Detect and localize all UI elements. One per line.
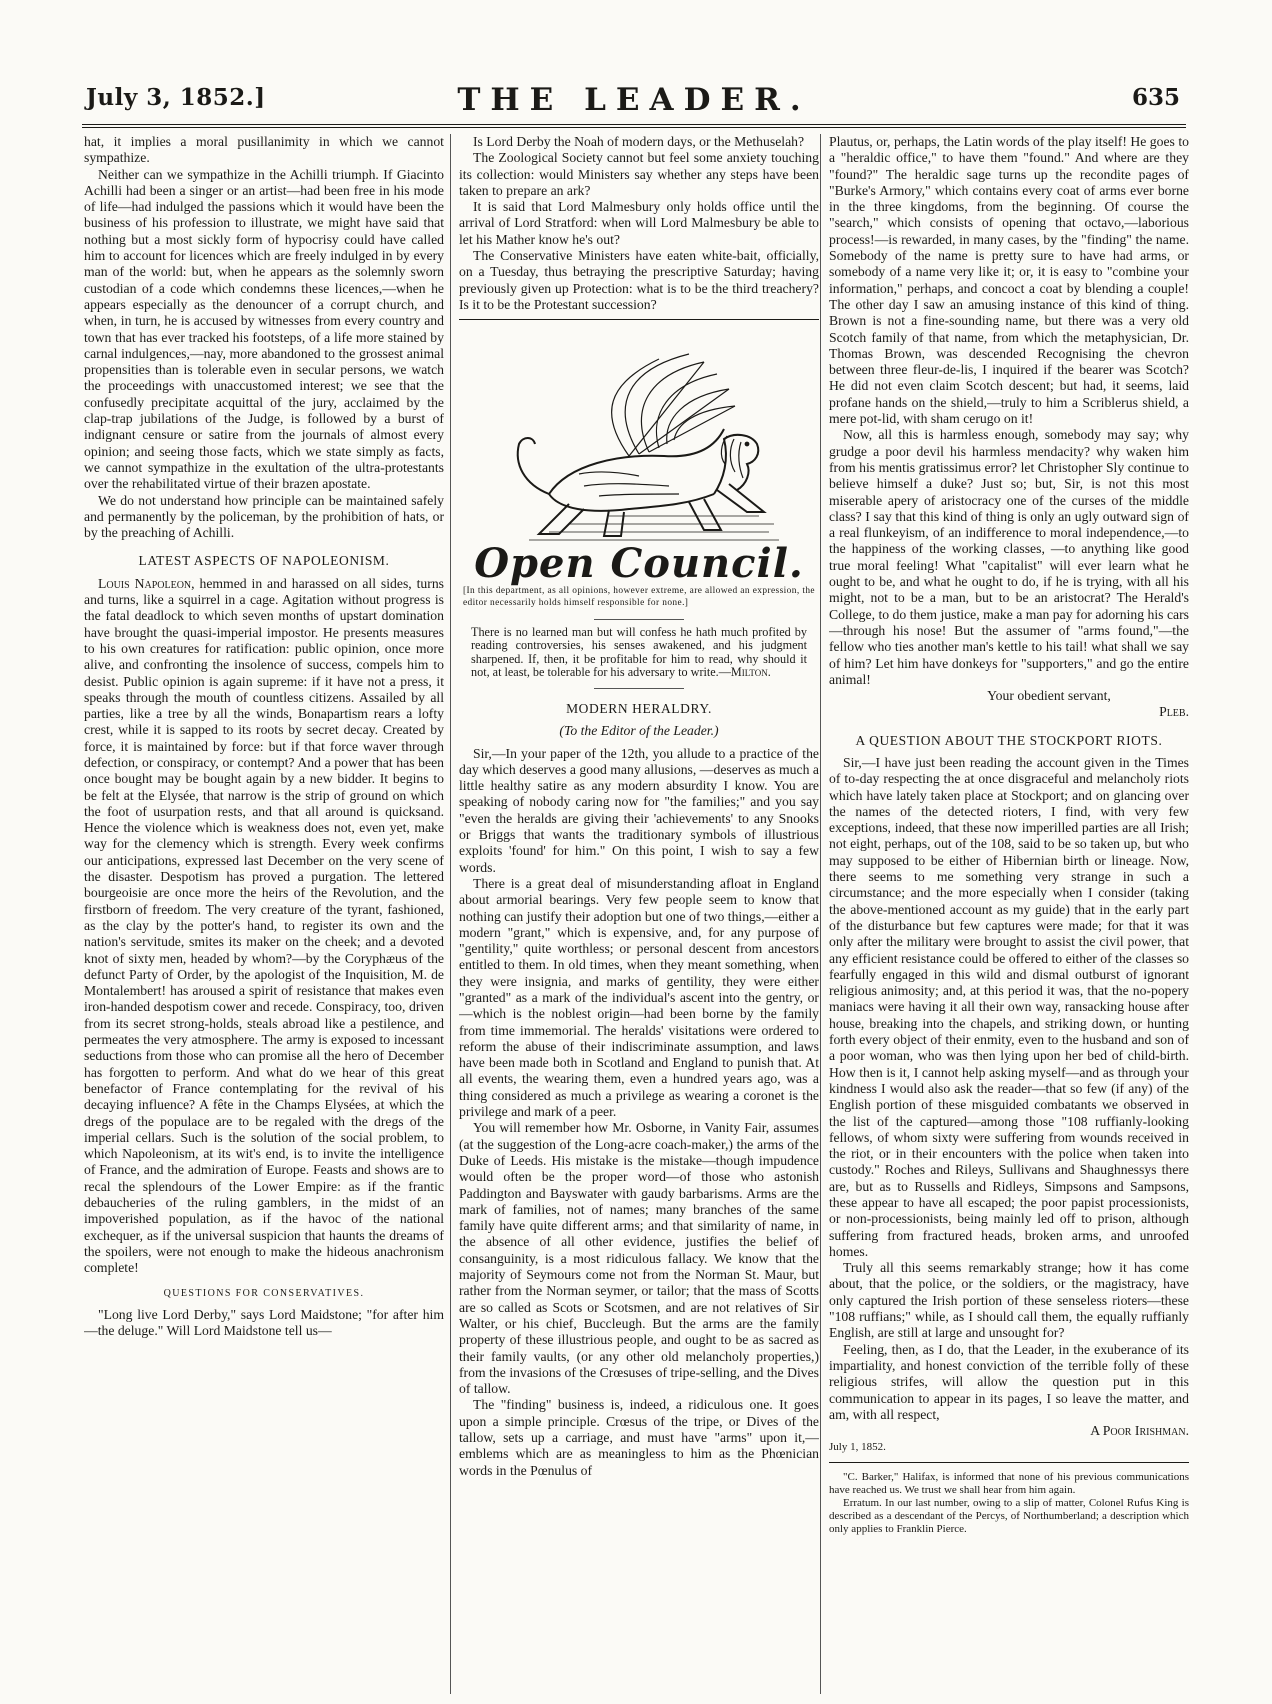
section-rule — [459, 319, 819, 320]
epigraph-text: There is no learned man but will confess he hath much profited by reading controversies, his senses awakened, and his judgment sharpened. If, then, it be profitable for him to read, why should it not, at least, be tolerable for his adversary to write.— — [471, 624, 807, 680]
paragraph: There is a great deal of misunderstanding afloat in England about armorial bearings. Very few people seem to know that nothing can justify their adoption but one of two things,—either a modern "grant," which is expensive, and, for any purpose of "gentility," quite worthless; or personal descent from ancestors entitled to them. In old times, when they meant something, when they were insignia, and marks of gentility, they were either "granted" as a mark of the individual's ascent into the gentry, or—which is the noblest origin—had been borne by the family from time immemorial. The heralds' visitations were ordered to reform the abuse of their indiscriminate assumption, and laws have been made both in Scotland and England to punish that. At all events, the wearing them, even a hundred years ago, was a thing considered as much a privilege as wearing a coronet is the privilege and mark of a peer. — [459, 875, 819, 1120]
article-heading: LATEST ASPECTS OF NAPOLEONISM. — [138, 553, 390, 569]
notice: "C. Barker," Halifax, is informed that none of his previous communications have reached us. We trust we shall hear from him again. — [829, 1470, 1189, 1496]
paragraph: Plautus, or, perhaps, the Latin words of the play itself! He goes to a "heraldic office," to have them "found." And where are they "found?" The heraldic sage turns up the recondite pages of "Burke's Armory," which contains every coat of arms ever borne in the three kingdoms, from the beginning. Of course the "search," which consists of opening that octavo,—laborious process!—is rewarded, in many cases, by the "finding" the name. Somebody of the name is pretty sure to have had arms, or somebody of a name very like it; or, it is easy to "combine your information," perhaps, and concoct a coat by blending a couple! The other day I saw an amusing instance of this kind of thing. Brown is not a fine-sounding name, but there was a very old Scotch family of that name, from which the metaphysician, Dr. Thomas Brown, was descended Recognising the chevron between three fleur-de-lis, I inquired if the bearer was Scotch? He did not even claim Scotch descent; but had, it seems, laid profane hands on the shield,—truly to him a Scriblerus shield, a mere pot-lid, with sham cerugo on it! — [829, 134, 1189, 427]
paragraph: The Conservative Ministers have eaten white-bait, officially, on a Tuesday, thus betraying the prescriptive Saturday; having previously given up Protection: what is to be the third treachery? Is it to be the Protestant succession? — [459, 248, 819, 312]
paragraph: We do not understand how principle can be maintained safely and permanently by the policeman, by the prohibition of hats, or by the preaching of Achilli. — [84, 492, 444, 541]
signature: A Poor Irishman. — [1090, 1423, 1189, 1439]
article-heading: QUESTIONS FOR CONSERVATIVES. — [163, 1288, 365, 1300]
section-note: [In this department, as all opinions, however extreme, are allowed an expression, the editor necessarily holds himself responsible for none.] — [463, 585, 815, 608]
column-2 — [459, 134, 819, 1694]
divider — [594, 619, 684, 620]
page-number: 635 — [1131, 84, 1180, 111]
signature-line: Your obedient servant, — [987, 688, 1111, 704]
notice: Erratum. In our last number, owing to a slip of matter, Colonel Rufus King is described as a descendant of the Percys, of Northumberland; a description which only applies to Franklin Pierce. — [829, 1496, 1189, 1535]
masthead — [82, 82, 1186, 122]
article-heading: MODERN HERALDRY. — [566, 700, 712, 716]
paragraph: It is said that Lord Malmesbury only holds office until the arrival of Lord Stratford: when will Lord Malmesbury be able to let his Mather know he's out? — [459, 199, 819, 247]
dateline: July 1, 1852. — [829, 1441, 886, 1454]
paragraph: "Long live Lord Derby," says Lord Maidstone; "for after him—the deluge." Will Lord Maidstone tell us— — [84, 1306, 444, 1339]
notices — [829, 1471, 1189, 1536]
paragraph: Truly all this seems remarkably strange; how it has come about, that the police, or the soldiers, or the magistracy, have only captured the Irish portion of these senseless rioters—these "108 ruffians;" while, as I should call them, the equally ruffianly English, are still at large and unsought for? — [829, 1260, 1189, 1341]
paragraph: The "finding" business is, indeed, a ridiculous one. It goes upon a simple principle. Crœsus of the tripe, or Dives of the tallow, sets up a carriage, and must have "arms" upon it,—emblems which are as meaningless to him as the Phœnician words in the Pœnulus of — [459, 1397, 819, 1478]
masthead-rule — [82, 124, 1186, 128]
paper-title: THE LEADER. — [457, 82, 811, 118]
column-3 — [829, 134, 1189, 1694]
paragraph: Neither can we sympathize in the Achilli triumph. If Giacinto Achilli had been a singer or an artist—had been free in his mode of life—had indulged the passions which it would have been the business of his profession to illustrate, we might have said that nothing but a most sickly form of hypocrisy could have called him to account for licences which are freely indulged in by every man of the world: but, when he appears as the solemnly sworn custodian of a code which condemns these licences,—when he appears especially as the denouncer of a corrupt church, and when, in turn, he is accused by witnesses from every country and town that has ever tracked his footsteps, of a life more stained by carnal indulgences,—nay, more abandoned to the grossest animal propensities than is tolerable even in secular persons, we watch the proceedings with unaccustomed interest; we see that the confusedly precipitate acquittal of the jury, acclaimed by the clap-trap jubilations of the Judge, is followed by a burst of indignant censure or satire from the journals of almost every opinion; and seeing those facts, which we state simply as facts, we cannot sympathize in the exultation of the ultra-protestants over the rehabilitated virtue of their brazen apostate. — [84, 166, 444, 492]
paragraph: Is Lord Derby the Noah of modern days, or the Methuselah? — [473, 134, 805, 149]
divider — [829, 1462, 1189, 1463]
paragraph: Sir,—In your paper of the 12th, you allude to a practice of the day which deserves a good many allusions, —deserves as much a little healthy satire as any modern absurdity I know. You are speaking of nobody caring now for "the families;" and you say "even the heralds are giving their 'achievements' to any Snooks or Briggs that wants the traditionary symbols of illustrious exploits 'found' for him." On this point, I wish to say a few words. — [459, 745, 819, 875]
paragraph: Feeling, then, as I do, that the Leader, in the exuberance of its impartiality, and honest conviction of the terrible folly of these religious strifes, will allow the question put in this communication to appear in its pages, I so leave the matter, and am, with all respect, — [829, 1341, 1189, 1422]
article-subtitle: (To the Editor of the Leader.) — [559, 723, 719, 739]
paragraph: , hemmed in and harassed on all sides, turns and turns, like a squirrel in a cage. Agitation without progress is the fatal deadlock to which seven months of upstart domination have brought the quasi-imperial impostor. He presents measures to his own creatures for ratification: public opinion, once more alive, and confronting the insolence of success, compels him to desist. Public opinion is again supreme: if it have not a press, it speaks through the mouth of countless citizens. Assailed by all parties, like a tree by all the winds, Bonapartism rears a lofty crest, while it is sapped to its roots by secret decay. Created by force, it is maintained by force: but if that force waver through defection, or conspiracy, or contempt? And a power that has been once bought may be bought again by a new bidder. It begins to be felt at the Elysée, that narrow is the strip of ground on which the foot of usurpation rests, and that all around is quicksand. Hence the violence which is weakness does not, even yet, make way for the clemency which is strength. Every week confirms our anticipations, expressed last December on the very scene of the disaster. Despotism has proved a purgation. The lettered bourgeoisie are once more the heirs of the Revolution, and the firstborn of freedom. The very creature of the tyrant, fashioned, as the clay by the potter's hand, to register its own and the nation's servitude, smites its maker on the cheek; and a devoted knot of sixty men, headed by whom?—by the Coryphæus of the defunct Party of Order, by the apologist of the Inquisition, M. de Montalembert! has aroused a spirit of resistance that makes even iron-handed despotism cower and recede. Conspiracy, too, driven from its secret strong-holds, steals abroad like a pestilence, and permeates the very atmosphere. The army is exposed to incessant seductions from those who can promise all the hero of December has forgotten to perform. And what do we hear of this great benefactor of France contemplating for the revival of his decaying influence? A fête in the Champs Elysées, at which the dregs of the populace are to be regaled with the dregs of the imperial cellars. Such is the solution of the social problem, to which Napoleonism, at its wit's end, is to invite the intelligence of France, and the admiration of Europe. Feasts and shows are to recal the splendours of the Lower Empire: as if the frantic debaucheries of the ruling gamblers, in the midst of an impoverished population, as if the havoc of the national exchequer, as if the universal suspicion that haunts the dreams of the spoilers, were not enough to make the hideous anachronism complete! — [84, 575, 444, 1276]
paragraph: Now, all this is harmless enough, somebody may say; why grudge a poor devil his harmless mendacity? why waken him from his mentis gratissimus error? let Christopher Sly continue to believe himself a duke? Just so; but, Sir, is not this most miserable apery of aristocracy one of the curses of the middle class? I say that this kind of thing is only an ugly outward sign of a real flunkeyism, of an indifference to moral independence,—to the happiness of the working classes, —to anything like good true moral feeling! What "capitalist" will ever learn what he ought to be, and what he ought to do, if he is trying, with all his might, not to be a man, but to be an aristocrat? The Herald's College, to do them justice, make a man pay for adorning his cars—through his nose! But the assumer of "arms found,"—the fellow who ties another man's kettle to his tail! what shall we say of him? Let him have donkeys for "supporters," and go the entire animal! — [829, 427, 1189, 687]
epigraph-source: Milton. — [730, 665, 771, 680]
section-title: Open Council. — [474, 540, 804, 588]
paragraph: You will remember how Mr. Osborne, in Vanity Fair, assumes (at the suggestion of the Long-acre coach-maker,) the arms of the Duke of Leeds. His mistake is the mistake—though impudence would often be the proper word—of those who astonish Paddington and Bayswater with gaudy barbarisms. Arms are the mark of families, not of names; many branches of the same family have quite different arms; and that similarity of name, in the absence of all other evidence, justifies the belief of consanguinity, is a most ridiculous fallacy. We know that the majority of Seymours come not from the Norman St. Maur, but rather from the Norman seymer, or tailor; that the mass of Scotts are so called as Scots or Scotsmen, and are not relatives of Sir Walter, or his chief, Buccleugh. But the arms are the family property of these illustrious people, and ought to be as sacred as their family vaults, (or any other old melancholy properties,) from the invasions of the Crœsuses of tripe-selling, and the Dives of tallow. — [459, 1120, 819, 1397]
lead-words: Louis Napoleon — [98, 575, 192, 591]
column-divider — [450, 134, 451, 1694]
paragraph: Sir,—I have just been reading the account given in the Times of to-day respecting the at once disgraceful and melancholy riots which have lately taken place at Stockport; and on glancing over the names of the detected rioters, I find, with very few exceptions, indeed, that these now imperilled parties are all Irish; not eight, perhaps, out of the 108, said to be so taken up, but who may supposed to be either of Hibernian birth or lineage. Now, there seems to me something very strange in such a circumstance; and the more especially when I consider (taking the above-mentioned account as my guide) that in the early part of the disturbance but few captures were made; for that it was only after the military were brought to assist the civil power, that any efficient resistance could be offered to either of the classes so fearfully engaged in this wild and dismal outburst of ignorant religious animosity; and, at this period it was, that the no-popery maniacs were having it all their own way, ransacking house after house, breaking into the chapels, and striking down, or hunting forth every object of their enmity, even to the husband and son of a poor woman, who was then lying upon her bed of child-birth. How then is it, I cannot help asking myself—and as through your kindness I would also ask the reader—that so few (if any) of the English portion of these misguided combatants we observed in the list of the captured—among those "108 ruffianly-looking fellows, of whom sixty were suffering from wounds received in the riot, or in their encounters with the police when taken into custody." Roches and Rileys, Sullivans and Shaughnessys there are, but as to Russells and Ridleys, Simpsons and Sampsons, these appear to have all escaped; the poor papist processionists, or non-processionists, being mainly led off to prison, although suffering from fractured heads, broken arms, and unroofed homes. — [829, 754, 1189, 1259]
divider — [594, 688, 684, 689]
column-divider — [820, 134, 821, 1694]
signature: Pleb. — [1159, 704, 1189, 720]
paragraph: hat, it implies a moral pusillanimity in which we cannot sympathize. — [84, 134, 444, 166]
paragraph: The Zoological Society cannot but feel some anxiety touching its collection: would Ministers say whether any steps have been taken to prepare an ark? — [459, 150, 819, 198]
epigraph — [471, 626, 807, 680]
winged-lion-emblem-icon — [489, 344, 789, 554]
issue-date: July 3, 1852.] — [86, 84, 266, 111]
article-heading: A QUESTION ABOUT THE STOCKPORT RIOTS. — [855, 732, 1163, 748]
column-1 — [84, 134, 444, 1694]
